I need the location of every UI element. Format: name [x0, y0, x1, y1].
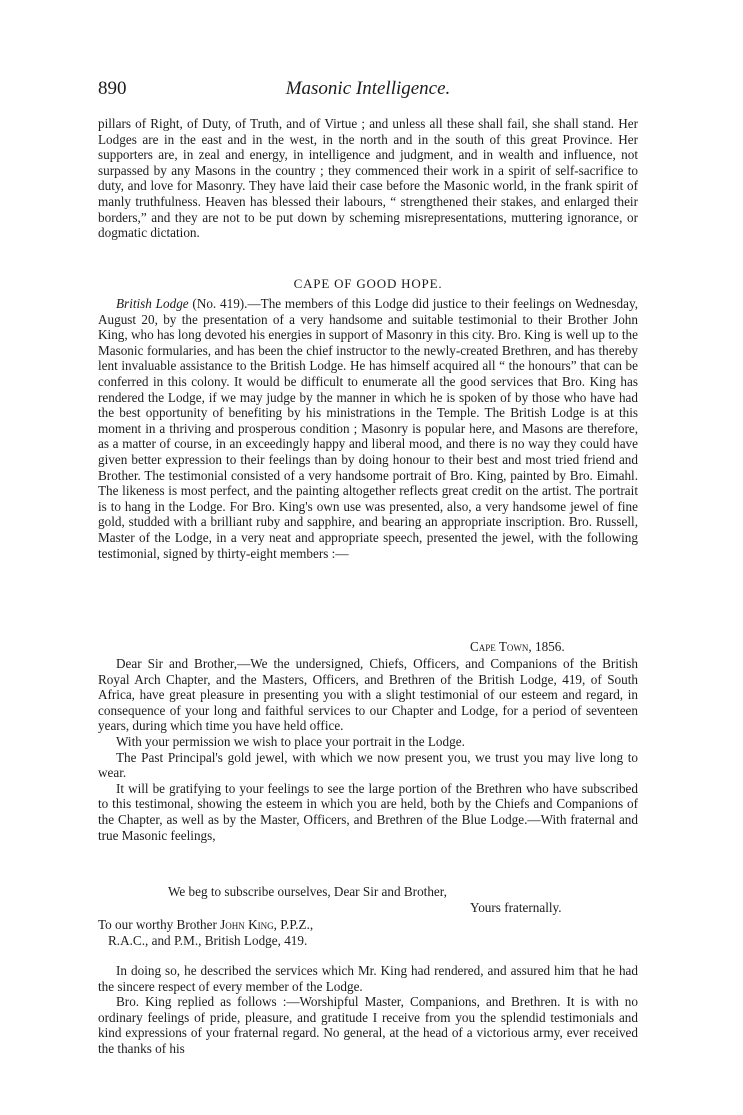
closing-paragraphs — [98, 963, 638, 1057]
letter-paragraph: Dear Sir and Brother,—We the undersigned, Chiefs, Officers, and Companions of the British Royal Arch Chapter, and the Masters, Officers, and Brethren of the British Lodge, 419, of South Africa, have great pleasure in presenting you with a slight testimonial of our esteem and regard, in consequence of your long and faithful services to our Chapter and Lodge, for a period of seventeen years, during which time you have held office. — [98, 656, 638, 734]
letter-addressee-title: R.A.C., and P.M., British Lodge, 419. — [108, 933, 308, 948]
page-number: 890 — [98, 78, 127, 99]
addressee-prefix: To our worthy Brother — [98, 917, 221, 932]
page-header — [98, 78, 638, 104]
section-heading: CAPE OF GOOD HOPE. — [293, 276, 443, 291]
letter-signature: Yours fraternally. — [470, 900, 562, 915]
testimonial-letter — [98, 656, 638, 843]
letter-paragraph: With your permission we wish to place your portrait in the Lodge. — [116, 733, 465, 749]
letter-dateline: Cape Town, 1856. — [470, 639, 565, 654]
addressee-name: John King — [220, 917, 274, 932]
letter-paragraph: The Past Principal's gold jewel, with which we now present you, we trust you may live long to wear. — [98, 749, 638, 781]
lodge-name: British Lodge — [116, 296, 189, 311]
letter-closing: We beg to subscribe ourselves, Dear Sir and Brother, — [168, 884, 447, 899]
paragraph-text: pillars of Right, of Duty, of Truth, and of Virtue ; and unless all these shall fail, she shall stand. Her Lodges are in the east and in the west, in the north and in the south of this great Province. Her supporters are, in zeal and energy, in intelligence and judgment, and in wealth and influence, not surpassed by any Masons in the country ; they commenced their work in a spirit of self-sacrifice to duty, and love for Masonry. They have laid their case before the Masonic world, in the frank spirit of manly truthfulness. Heaven has blessed their labours, “ strengthened their stakes, and enlarged their borders,” and they are not to be put down by scheming misrepresentations, muttering ignorance, or dogmatic dictation. — [98, 116, 638, 241]
letter-paragraph: It will be gratifying to your feelings to see the large portion of the Brethren who have subscribed to this testimonal, showing the esteem in which you are held, both by the Chiefs and Companions of the Chapter, as well as by the Master, Officers, and Brethren of the Blue Lodge.—With fraternal and true Masonic feelings, — [98, 780, 638, 843]
paragraph-text: (No. 419).—The members of this Lodge did justice to their feelings on Wednesday, August 20, by the presentation of a very handsome and suitable testimonial to their Brother John King, who has long devoted his energies in support of Masonry in this city. Bro. King is well up to the Masonic formularies, and has been the chief instructor to the newly-created Brethren, and has thereby lent invaluable assistance to the British Lodge. He has himself acquired all “ the honours” that can be conferred in this colony. It would be difficult to enumerate all the good services that Bro. King has rendered the Lodge, if we may judge by the manner in which he is spoken of by those who have had the best opportunity of benefiting by his ministrations in the Temple. The British Lodge is at this moment in a thriving and prosperous condition ; Masonry is popular here, and Masons are therefore, as a matter of course, in an exceedingly happy and liberal mood, and there is no way they could have given better expression to their feelings than by doing honour to their best and most tried friend and Brother. The testimonial consisted of a very handsome portrait of Bro. King, painted by Bro. Eimahl. The likeness is most perfect, and the painting altogether reflects great credit on the artist. The portrait is to hang in the Lodge. For Bro. King's own use was presented, also, a very handsome jewel of fine gold, studded with a brilliant ruby and sapphire, and bearing an appropriate inscription. Bro. Russell, Master of the Lodge, in a very neat and appropriate speech, presented the jewel, with the following testimonial, signed by thirty-eight members :— — [98, 296, 639, 561]
addressee-suffix: , P.P.Z., — [273, 917, 314, 932]
paragraph-text: Bro. King replied as follows :—Worshipful Master, Companions, and Brethren. It is with no ordinary feelings of pride, pleasure, and gratitude I receive from you the splendid testimonials and kind expressions of your fraternal regard. No general, at the head of a victorious army, ever received the thanks of his — [98, 994, 638, 1056]
opening-paragraph — [98, 116, 638, 241]
running-title: Masonic Intelligence. — [285, 78, 451, 99]
letter-addressee — [98, 917, 313, 933]
british-lodge-paragraph — [98, 296, 638, 561]
paragraph-text: In doing so, he described the services which Mr. King had rendered, and assured him that he had the sincere respect of every member of the Lodge. — [98, 963, 638, 994]
